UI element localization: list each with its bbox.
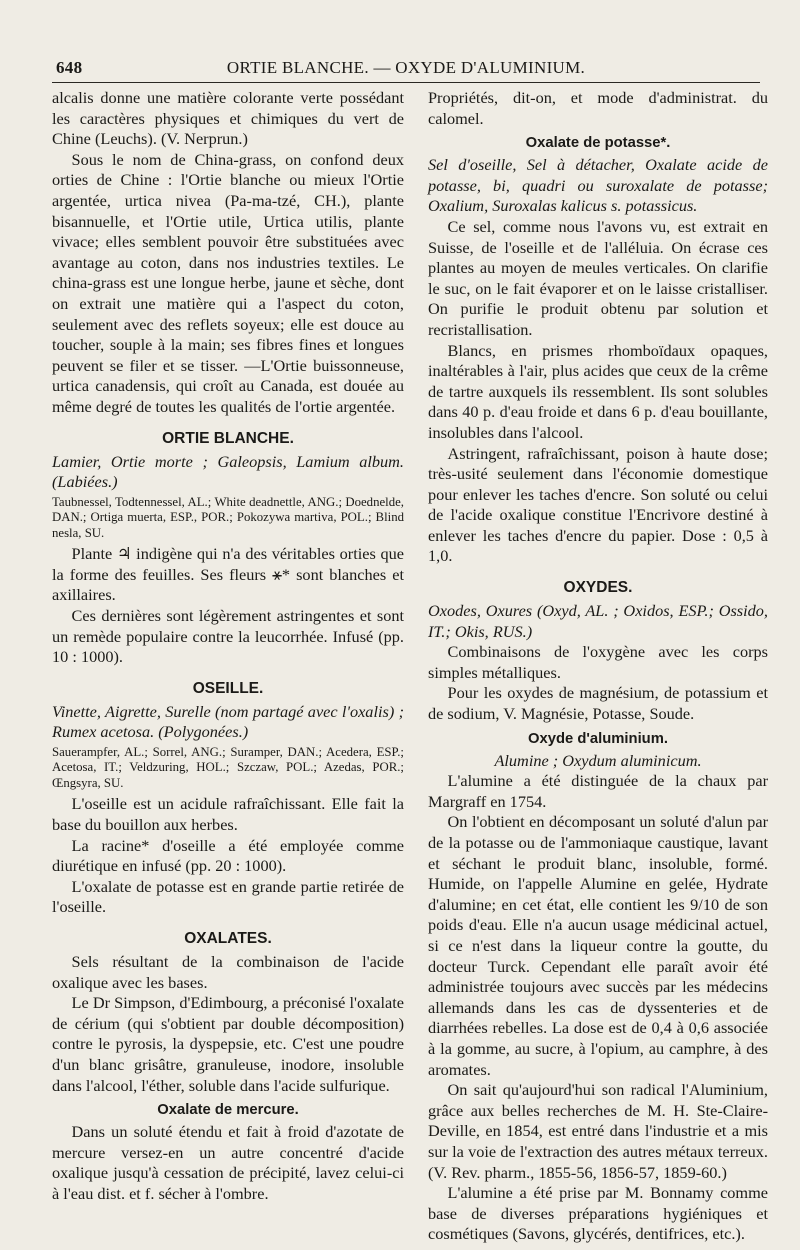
header-rule	[52, 82, 760, 83]
paragraph: On l'obtient en décomposant un soluté d'alun par de la potasse ou de l'ammoniaque caustique, lavant et séchant le produit blanc, insoluble, formé. Humide, on l'appelle Alumine en gelée, Hydrate d'alumine; en cet état, elle contient les 9/10 de son poids d'eau. Elle n'a aucun usage médicinal actuel, si ce n'est dans la liqueur contre la goutte, du docteur Turck. Cependant elle paraît avoir été administrée toujours avec succès par les médecins allemands dans les cas de dyssenteries et de diarrhées rebelles. La dose est de 0,4 à 0,6 associée à la gomme, au sucre, à l'opium, au camphre, à des aromates.	[428, 812, 768, 1079]
paragraph: Ce sel, comme nous l'avons vu, est extrait en Suisse, de l'oseille et de l'alléluia. On écrase ces plantes au moyen de meules verticales. On clarifie le suc, on le fait évaporer et on le laisse cristalliser. On purifie le produit obtenu par solution et recristallisation.	[428, 216, 768, 339]
paragraph: Combinaisons de l'oxygène avec les corps simples métalliques.	[428, 642, 768, 682]
subsection-heading-oxalate-potasse: Oxalate de potasse*.	[525, 135, 671, 152]
foreign-synonyms: Sauerampfer, AL.; Sorrel, ANG.; Suramper, DAN.; Acedera, ESP.; Acetosa, IT.; Veldzuring, HOL.; Szczaw, POL.; Azedas, POR.; Œngsyra, SU.	[52, 744, 404, 790]
paragraph: alcalis donne une matière colorante verte possédant les caractères physiques et chimiques du vert de Chine (Leuchs). (V. Nerprun.)	[52, 88, 404, 149]
left-column	[52, 88, 404, 1205]
paragraph: Ces dernières sont légèrement astringentes et sont un remède populaire contre la leucorrhée. Infusé (pp. 10 : 1000).	[52, 605, 404, 667]
paragraph: On sait qu'aujourd'hui son radical l'Aluminium, grâce aux belles recherches de M. H. Ste-Claire-Deville, en 1854, est entré dans l'industrie et a mis sur la voie de l'extraction des autres métaux terreux. (V. Rev. pharm., 1855-56, 1856-57, 1859-60.)	[428, 1080, 768, 1182]
synonym-names: Sel d'oseille, Sel à détacher, Oxalate acide de potasse, bi, quadri ou suroxalate de potasse; Oxalium, Suroxalas kalicus s. potassicus.	[428, 155, 768, 216]
page-number: 648	[56, 58, 83, 77]
paragraph: Propriétés, dit-on, et mode d'administrat. du calomel.	[428, 88, 768, 128]
paragraph: L'alumine a été prise par M. Bonnamy comme base de diverses préparations hygiéniques et cosmétiques (Savons, glycérés, dentifrices, etc.).	[428, 1183, 768, 1244]
running-title: ORTIE BLANCHE. — OXYDE D'ALUMINIUM.	[226, 58, 586, 77]
paragraph: Dans un soluté étendu et fait à froid d'azotate de mercure versez-en un autre concentré d'acide oxalique jusqu'à cessation de précipité, lavez celui-ci à l'eau dist. et f. sécher à l'ombre.	[52, 1122, 404, 1203]
section-heading-oxydes: OXYDES.	[563, 579, 633, 597]
paragraph: L'oxalate de potasse est en grande partie retirée de l'oseille.	[52, 876, 404, 917]
section-heading-oxalates: OXALATES.	[184, 930, 272, 947]
paragraph: Le Dr Simpson, d'Edimbourg, a préconisé l'oxalate de cérium (qui s'obtient par double décomposition) contre le pyrosis, la dyspepsie, etc. C'est une poudre d'un blanc grisâtre, granuleuse, inodore, insoluble dans l'alcool, l'éther, soluble dans l'acide sulfurique.	[52, 993, 404, 1095]
page-header	[52, 58, 760, 82]
paragraph: Plante ♃ indigène qui n'a des véritables orties que la forme des feuilles. Ses fleurs ⚹* sont blanches et axillaires.	[52, 544, 404, 605]
subsection-heading-oxalate-mercure: Oxalate de mercure.	[157, 1102, 299, 1119]
paragraph: Pour les oxydes de magnésium, de potassium et de sodium, V. Magnésie, Potasse, Soude.	[428, 683, 768, 724]
paragraph: Blancs, en prismes rhomboïdaux opaques, inaltérables à l'air, plus acides que ceux de la crême de tartre auxquels ils ressemblent. Ils sont solubles dans 40 p. d'eau froide et dans 6 p. d'eau bouillante, insolubles dans l'alcool.	[428, 340, 768, 442]
synonym-names: Alumine ; Oxydum aluminicum.	[494, 750, 702, 770]
paragraph: Sels résultant de la combinaison de l'acide oxalique avec les bases.	[52, 952, 404, 992]
paragraph: L'oseille est un acidule rafraîchissant. Elle fait la base du bouillon aux herbes.	[52, 794, 404, 835]
subsection-heading-oxyde-aluminium: Oxyde d'aluminium.	[527, 730, 668, 747]
right-column	[428, 88, 768, 1245]
foreign-synonyms: Taubnessel, Todtennessel, AL.; White deadnettle, ANG.; Doednelde, DAN.; Ortiga muerta, ESP., POR.; Pokozywa martiva, POL.; Blind nesla, SU.	[52, 494, 404, 540]
paragraph: Astringent, rafraîchissant, poison à haute dose; très-usité seulement dans l'économie domestique pour enlever les taches d'encre. Son soluté ou celui de l'acide oxalique constitue l'Encrivore destiné à enlever les taches d'encre du papier. Dose : 0,5 à 1,0.	[428, 443, 768, 566]
section-heading-oseille: OSEILLE.	[192, 679, 264, 697]
paragraph: La racine* d'oseille a été employée comme diurétique en infusé (pp. 20 : 1000).	[52, 835, 404, 876]
section-heading-ortie-blanche: ORTIE BLANCHE.	[162, 429, 294, 447]
paragraph: L'alumine a été distinguée de la chaux par Margraff en 1754.	[428, 771, 768, 811]
synonym-names: Vinette, Aigrette, Surelle (nom partagé avec l'oxalis) ; Rumex acetosa. (Polygonées.)	[52, 701, 404, 742]
paragraph: Sous le nom de China-grass, on confond deux orties de Chine : l'Ortie blanche ou mieux l'Ortie argentée, urtica nivea (Pa-ma-tzé, CH.), plante bisannuelle, et l'Ortie utile, Urtica utilis, plante vivace; elles semblent pouvoir être substituées avec avantage au coton, dans nos industries textiles. Le china-grass est une longue herbe, jaune et sèche, dont on extrait une matière qui a l'aspect du coton, seulement avec des reflets soyeux; elle est douce au toucher, souple à la main; ses fibres fines et longues peuvent se filer et se tisser. —L'Ortie buissonneuse, urtica canadensis, qui croît au Canada, est douée au même degré de toutes les qualités de l'ortie argentée.	[52, 149, 404, 416]
synonym-names: Oxodes, Oxures (Oxyd, AL. ; Oxidos, ESP.; Ossido, IT.; Okis, RUS.)	[428, 601, 768, 641]
synonym-names: Lamier, Ortie morte ; Galeopsis, Lamium album. (Labiées.)	[52, 451, 404, 492]
